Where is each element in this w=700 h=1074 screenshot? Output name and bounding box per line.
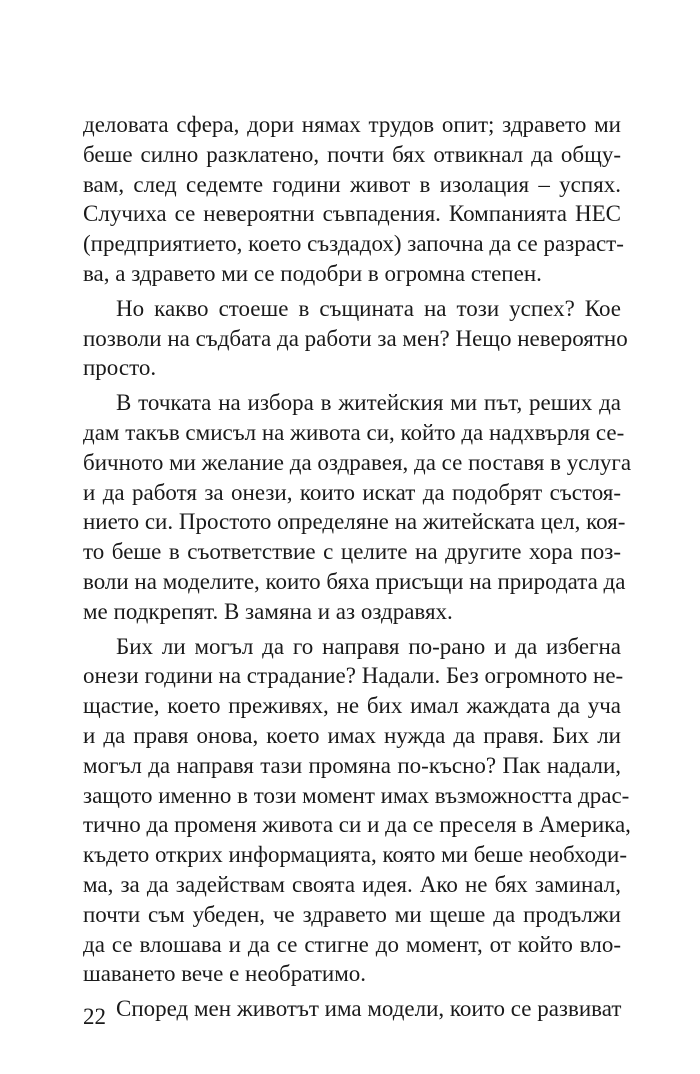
page-number: 22 [83,1004,106,1029]
text-line: да се влошава и да се стигне до момент, от който вло- [83,931,621,957]
text-line: дам такъв смисъл на живота си, който да надхвърля се- [83,419,625,445]
text-line: Но какво стоеше в същината на този успех? Кое [116,295,621,321]
text-line: почти съм убеден, че здравето ми щеше да продължи [83,901,621,927]
text-line: ва, а здравето ми се подобри в огромна степен. [83,260,542,286]
text-line: и да работя за онези, които искат да подобрят състоя- [83,479,621,505]
text-line: нието си. Простото определяне на житейската цел, коя- [83,509,626,535]
text-line: защото именно в този момент имах възможността драс- [83,782,630,808]
paragraph [83,994,621,1024]
text-line: онези години на страдание? Надали. Без огромното не- [83,663,624,689]
text-line: вам, след седемте години живот в изолация – успях. [83,171,621,197]
text-line: и да правя онова, което имах нужда да правя. Бих ли [83,722,621,748]
page-body [83,110,632,1029]
text-line: Бих ли могъл да го направя по-рано и да избегна [116,633,621,659]
text-line: В точката на избора в житейския ми път, реших да [116,390,621,416]
text-line: щастие, което преживях, не бих имал жаждата да уча [83,693,621,719]
text-line: Според мен животът има модели, които се развиват [116,996,622,1022]
text-line: бичното ми желание да оздравея, да се поставя в услуга [83,449,632,475]
text-line: където открих информацията, която ми беше необходи- [83,842,627,868]
text-line: воли на моделите, които бяха присъщи на природата да [83,568,626,594]
text-line: ма, за да задействам своята идея. Ако не бях заминал, [83,871,621,897]
text-line: то беше в съответствие с целите на другите хора поз- [83,539,621,565]
paragraph [83,388,632,626]
text-line: позволи на съдбата да работи за мен? Нещо невероятно [83,325,628,351]
paragraph [83,632,631,990]
text-line: тично да променя живота си и да се преселя в Америка, [83,812,631,838]
text-line: просто. [83,355,157,381]
text-line: деловата сфера, дори нямах трудов опит; здравето ми [83,112,621,137]
paragraph [83,110,624,289]
text-line: беше силно разклатено, почти бях отвикнал да общу- [83,141,621,167]
text-line: (предприятието, което създадох) започна да се разраст- [83,231,624,257]
text-line: могъл да направя тази промяна по-късно? Пак надали, [83,752,621,778]
text-line: Случиха се невероятни съвпадения. Компанията НЕС [83,201,621,227]
text-line: ме подкрепят. В замяна и аз оздравях. [83,598,453,624]
text-line: шаването вече е необратимо. [83,961,367,987]
paragraph [83,294,628,383]
